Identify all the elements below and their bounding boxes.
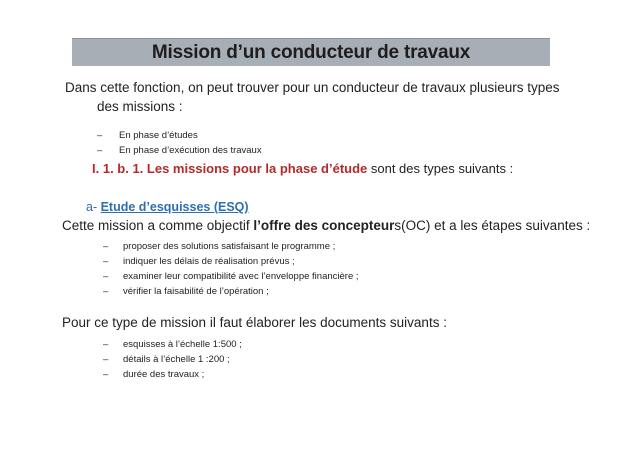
document-item-text: détails à l’échelle 1 :200 ; bbox=[123, 354, 230, 365]
study-heading bbox=[92, 161, 513, 176]
dash-bullet: – bbox=[103, 286, 109, 297]
dash-bullet: – bbox=[103, 369, 109, 380]
dash-bullet: – bbox=[103, 241, 109, 252]
intro-paragraph bbox=[65, 78, 560, 116]
phase-item-text: En phase d’études bbox=[119, 130, 198, 141]
document-item-text: durée des travaux ; bbox=[123, 369, 205, 380]
dash-bullet: – bbox=[97, 130, 103, 141]
dash-bullet: – bbox=[103, 256, 109, 267]
objective-paragraph bbox=[62, 218, 590, 233]
esq-label: Etude d’esquisses (ESQ) bbox=[100, 200, 249, 214]
objective-before: Cette mission a comme objectif bbox=[62, 218, 254, 233]
step-item-text: vérifier la faisabilité de l’opération ; bbox=[123, 286, 269, 297]
esq-subheading bbox=[86, 200, 249, 214]
slide-title: Mission d’un conducteur de travaux bbox=[72, 38, 550, 66]
step-item-text: indiquer les délais de réalisation prévus ; bbox=[123, 256, 295, 267]
step-item-text: examiner leur compatibilité avec l’enveloppe financière ; bbox=[123, 271, 359, 282]
study-heading-label: Les missions pour la phase d’étude bbox=[146, 161, 368, 176]
dash-bullet: – bbox=[103, 271, 109, 282]
phase-item-text: En phase d’exécution des travaux bbox=[119, 145, 262, 156]
documents-intro: Pour ce type de mission il faut élaborer les documents suivants : bbox=[62, 315, 447, 330]
dash-bullet: – bbox=[103, 339, 109, 350]
intro-line-1: Dans cette fonction, on peut trouver pour un conducteur de travaux plusieurs types bbox=[65, 80, 560, 95]
dash-bullet: – bbox=[103, 354, 109, 365]
study-heading-suffix: sont des types suivants : bbox=[367, 161, 514, 176]
document-item-text: esquisses à l’échelle 1:500 ; bbox=[123, 339, 242, 350]
objective-after: s(OC) et a les étapes suivantes : bbox=[394, 218, 591, 233]
study-heading-number: I. 1. b. 1. bbox=[92, 161, 144, 176]
step-item-text: proposer des solutions satisfaisant le programme ; bbox=[123, 241, 336, 252]
esq-prefix: a- bbox=[86, 200, 101, 214]
objective-bold: l’offre des concepteur bbox=[253, 218, 395, 233]
intro-line-2: des missions : bbox=[97, 99, 183, 114]
dash-bullet: – bbox=[97, 145, 103, 156]
